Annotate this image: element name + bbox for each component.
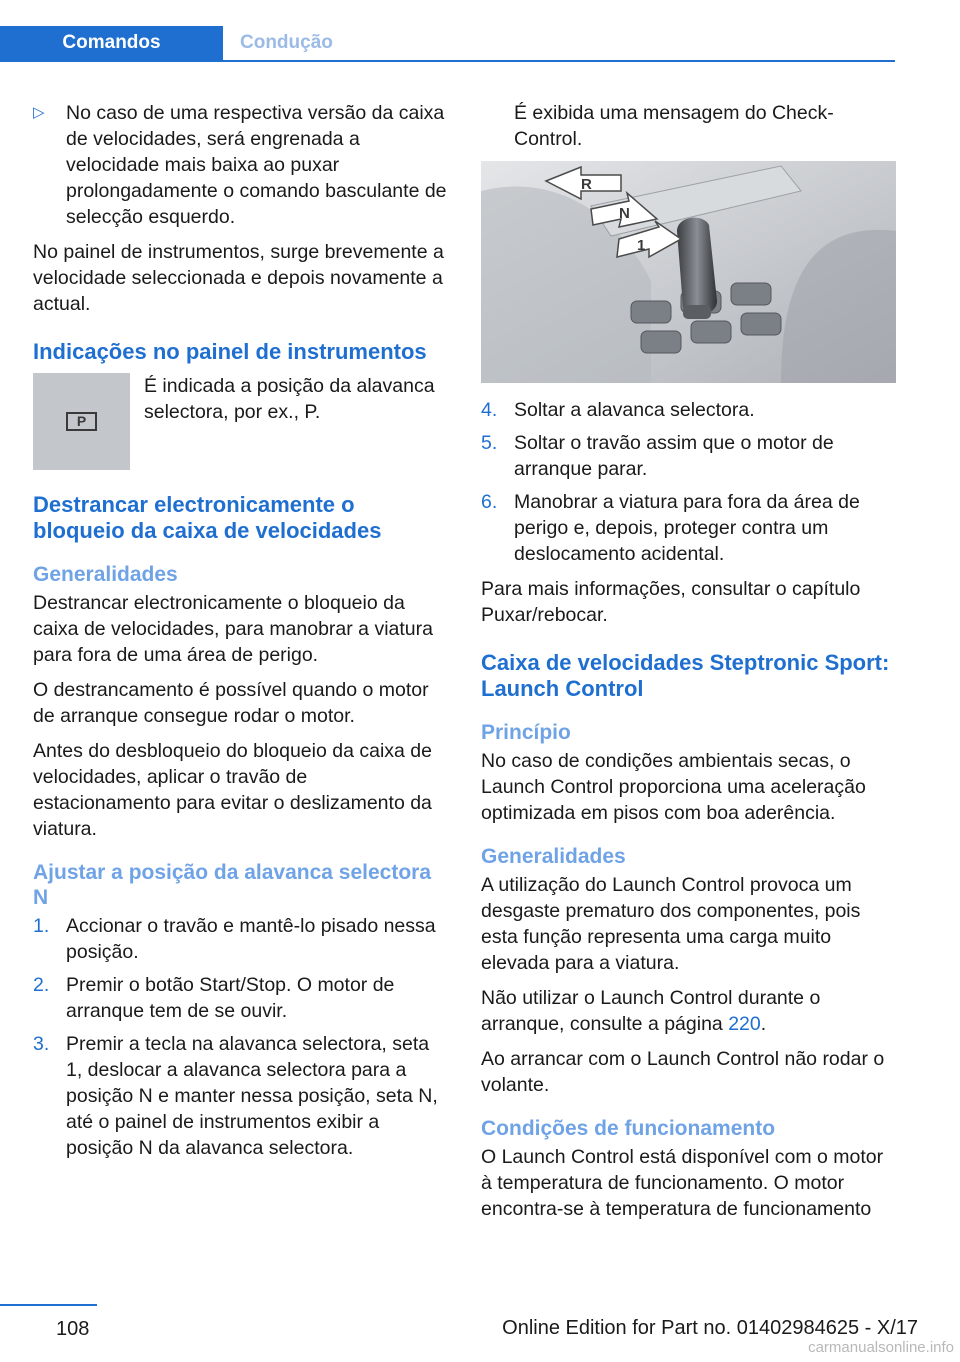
arrow-label-r: R (581, 176, 592, 193)
step-number: 2. (33, 974, 50, 996)
step-text: Premir a tecla na alavanca selectora, seta 1, deslocar a alavanca selectora para a posição N e manter nessa posição, seta N, até o painel de instrumentos exibir a posição N da alavanca selectora. (66, 1033, 438, 1159)
note-list (33, 100, 448, 230)
step-text: Soltar a alavanca selectora. (514, 399, 755, 421)
step-item (33, 972, 448, 1024)
list-item (33, 100, 448, 230)
tab-comandos[interactable]: Comandos (0, 26, 223, 60)
step-number: 4. (481, 399, 498, 421)
selector-lever-photo (481, 161, 896, 383)
step-text: Manobrar a viatura para fora da área de perigo e, depois, proteger contra um deslocamento acidental. (514, 491, 860, 565)
arrow-label-n: N (619, 205, 630, 222)
step-number: 1. (33, 915, 50, 937)
step-text: Soltar o travão assim que o motor de arranque parar. (514, 432, 834, 480)
triangle-bullet-icon: ▷ (33, 104, 45, 121)
heading-condicoes: Condições de funcionamento (481, 1117, 776, 1140)
paragraph: Antes do desbloqueio do bloqueio da caixa de velocidades, aplicar o travão de estacionamento para evitar o deslizamento da viatura. (33, 740, 432, 840)
step-text: Accionar o travão e mantê-lo pisado nessa posição. (66, 915, 436, 963)
left-column (33, 100, 448, 1170)
heading-destrancar: Destrancar electronicamente o bloqueio da caixa de velocidades (33, 492, 382, 543)
park-position-icon: P (66, 412, 97, 431)
heading-generalidades-left: Generalidades (33, 563, 178, 586)
step-item (481, 489, 896, 567)
arrow-label-1: 1 (637, 237, 646, 254)
step-number: 3. (33, 1033, 50, 1055)
text-fragment: Não utilizar o Launch Control durante o arranque, consulte a página (481, 987, 821, 1035)
steps-list-right (481, 397, 896, 567)
step-item (33, 1031, 448, 1161)
list-item-text: No caso de uma respectiva versão da caixa de velocidades, será engrenada a velocidade mais baixa ao puxar prolongadamente o comando basculante de selecção esquerdo. (66, 102, 447, 228)
step-number: 5. (481, 432, 498, 454)
tab-conducao[interactable]: Condução (240, 32, 333, 53)
right-column (481, 100, 896, 1231)
heading-ajustar: Ajustar a posição da alavanca selectora N (33, 861, 432, 909)
paragraph: No painel de instrumentos, surge brevemente a velocidade seleccionada e depois novamente a actual. (33, 241, 444, 315)
gear-indicator-image (33, 373, 130, 470)
watermark: carmanualsonline.info (808, 1339, 954, 1356)
paragraph: Para mais informações, consultar o capítulo Puxar/rebocar. (481, 578, 861, 626)
edition-footer: Online Edition for Part no. 01402984625 - X/17 (502, 1317, 918, 1339)
page-number-rule (0, 1304, 97, 1306)
lever-base (683, 305, 711, 319)
paragraph (481, 985, 896, 1037)
text-fragment: . (760, 1013, 767, 1035)
indicator-description: É indicada a posição da alavanca selectora, por ex., P. (144, 375, 435, 423)
step-number: 6. (481, 491, 498, 513)
heading-caixa-launch: Caixa de velocidades Steptronic Sport: Launch Control (481, 650, 890, 701)
step-item (481, 430, 896, 482)
paragraph: A utilização do Launch Control provoca um desgaste prematuro dos componentes, pois esta função representa uma carga muito elevada para a viatura. (481, 874, 861, 974)
paragraph: O destrancamento é possível quando o motor de arranque consegue rodar o motor. (33, 679, 429, 727)
page-number: 108 (56, 1318, 90, 1340)
check-control-paragraph: É exibida uma mensagem do Check-Control. (514, 102, 834, 150)
steps-list-left (33, 913, 448, 1161)
indicator-block (33, 373, 448, 470)
heading-indicacoes: Indicações no painel de instrumentos (33, 339, 427, 364)
step-item (33, 913, 448, 965)
paragraph: Ao arrancar com o Launch Control não rodar o volante. (481, 1048, 885, 1096)
paragraph: O Launch Control está disponível com o motor à temperatura de funcionamento. O motor encontra-se à temperatura de funcionamento (481, 1146, 884, 1220)
page-link[interactable]: 220 (728, 1013, 761, 1035)
heading-generalidades-right: Generalidades (481, 845, 626, 868)
step-item (481, 397, 896, 423)
paragraph: No caso de condições ambientais secas, o Launch Control proporciona uma aceleração optimizada em pisos com boa aderência. (481, 750, 866, 824)
paragraph: Destrancar electronicamente o bloqueio da caixa de velocidades, para manobrar a viatura para fora de uma área de perigo. (33, 592, 433, 666)
heading-principio: Princípio (481, 721, 571, 744)
step-text: Premir o botão Start/Stop. O motor de arranque tem de se ouvir. (66, 974, 395, 1022)
header-tabs (0, 26, 895, 62)
